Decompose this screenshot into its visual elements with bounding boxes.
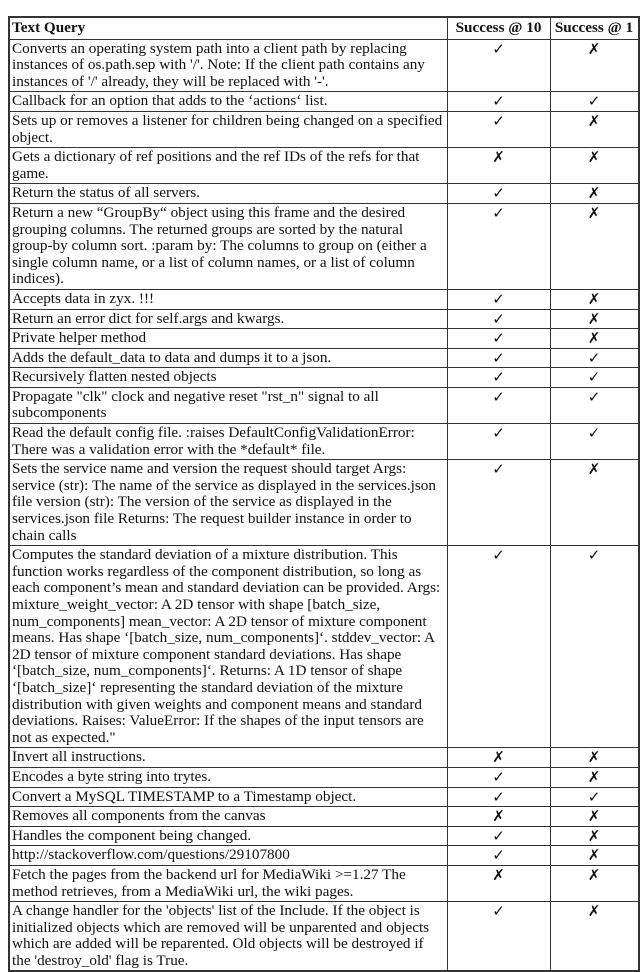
success-at-10-mark: ✓: [448, 203, 551, 289]
success-at-1-mark: ✗: [551, 460, 640, 546]
table-row: [9, 289, 639, 309]
success-at-1-mark: ✗: [551, 767, 640, 787]
success-at-1-mark: ✗: [551, 329, 640, 349]
query-cell: Converts an operating system path into a client path by replacing instances of os.path.sep with '/'. Note: If the client path contains any instances of '/' already, they will be replaced with '-'.: [9, 39, 448, 92]
query-cell: Computes the standard deviation of a mixture distribution. This function works regardless of the component distribution, so long as each component’s mean and standard deviation can be provided. Args: mixture_weight_vector: A 2D tensor with shape [batch_size, num_components] mean_vector: A 2D tensor of mixture component means. Has shape ‘[batch_size, num_components]‘. stddev_vector: A 2D tensor of mixture component standard deviations. Has shape ‘[batch_size, num_components]‘. Returns: A 1D tensor of shape ‘[batch_size]‘ representing the standard deviation of the mixture distribution with given weights and component means and standard deviations. Raises: ValueError: If the shapes of the input tensors are not as expected.": [9, 546, 448, 748]
table-row: [9, 329, 639, 349]
success-at-10-mark: ✓: [448, 767, 551, 787]
success-at-1-mark: ✗: [551, 184, 640, 204]
success-at-1-mark: ✗: [551, 148, 640, 184]
success-at-10-mark: ✓: [448, 329, 551, 349]
query-cell: Return an error dict for self.args and kwargs.: [9, 309, 448, 329]
query-cell: Accepts data in zyx. !!!: [9, 289, 448, 309]
table-row: [9, 826, 639, 846]
table-row: [9, 184, 639, 204]
header-success-at-1: Success @ 1: [551, 17, 640, 39]
table-row: [9, 39, 639, 92]
query-cell: Convert a MySQL TIMESTAMP to a Timestamp object.: [9, 787, 448, 807]
success-at-10-mark: ✓: [448, 424, 551, 460]
success-at-1-mark: ✓: [551, 368, 640, 388]
query-cell: Sets up or removes a listener for children being changed on a specified object.: [9, 111, 448, 147]
success-at-1-mark: ✗: [551, 309, 640, 329]
success-at-10-mark: ✗: [448, 807, 551, 827]
success-at-1-mark: ✓: [551, 348, 640, 368]
table-row: [9, 348, 639, 368]
success-at-1-mark: ✗: [551, 111, 640, 147]
table-row: [9, 748, 639, 768]
query-cell: Return a new “GroupBy“ object using this frame and the desired grouping columns. The returned groups are sorted by the natural group-by column sort. :param by: The columns to group on (either a single column name, or a list of column names, or a list of column indices).: [9, 203, 448, 289]
success-at-10-mark: ✓: [448, 348, 551, 368]
success-at-1-mark: ✗: [551, 203, 640, 289]
table-row: [9, 846, 639, 866]
query-cell: Return the status of all servers.: [9, 184, 448, 204]
table-row: [9, 902, 639, 972]
table-row: [9, 111, 639, 147]
query-cell: Invert all instructions.: [9, 748, 448, 768]
query-cell: Fetch the pages from the backend url for MediaWiki >=1.27 The method retrieves, from a MediaWiki url, the wiki pages.: [9, 865, 448, 901]
table-row: [9, 148, 639, 184]
success-at-10-mark: ✗: [448, 148, 551, 184]
query-cell: http://stackoverflow.com/questions/29107800: [9, 846, 448, 866]
success-at-10-mark: ✓: [448, 289, 551, 309]
success-at-10-mark: ✓: [448, 387, 551, 423]
query-cell: Adds the default_data to data and dumps it to a json.: [9, 348, 448, 368]
query-cell: A change handler for the 'objects' list of the Include. If the object is initialized objects which are removed will be unparented and objects which are added will be reparented. Old objects will be destroyed if the 'destroy_old' flag is True.: [9, 902, 448, 972]
query-cell: Removes all components from the canvas: [9, 807, 448, 827]
query-cell: Callback for an option that adds to the ‘actions‘ list.: [9, 92, 448, 112]
table-row: [9, 807, 639, 827]
success-at-10-mark: ✓: [448, 826, 551, 846]
success-at-10-mark: ✓: [448, 546, 551, 748]
table-row: [9, 424, 639, 460]
success-at-1-mark: ✗: [551, 39, 640, 92]
table-row: [9, 460, 639, 546]
success-at-1-mark: ✗: [551, 865, 640, 901]
success-at-10-mark: ✓: [448, 787, 551, 807]
table-row: [9, 92, 639, 112]
success-at-10-mark: ✓: [448, 309, 551, 329]
table-row: [9, 767, 639, 787]
success-at-1-mark: ✓: [551, 387, 640, 423]
table-header-row: [9, 17, 639, 39]
query-cell: Private helper method: [9, 329, 448, 349]
table-row: [9, 368, 639, 388]
success-at-10-mark: ✓: [448, 111, 551, 147]
query-cell: Gets a dictionary of ref positions and the ref IDs of the refs for that game.: [9, 148, 448, 184]
success-at-10-mark: ✓: [448, 92, 551, 112]
success-at-10-mark: ✓: [448, 846, 551, 866]
success-at-10-mark: ✗: [448, 865, 551, 901]
success-at-10-mark: ✓: [448, 902, 551, 972]
success-at-10-mark: ✗: [448, 748, 551, 768]
table-row: [9, 546, 639, 748]
success-at-1-mark: ✗: [551, 289, 640, 309]
header-text-query: Text Query: [9, 17, 448, 39]
table-row: [9, 309, 639, 329]
success-at-10-mark: ✓: [448, 368, 551, 388]
table-row: [9, 387, 639, 423]
query-cell: Read the default config file. :raises DefaultConfigValidationError: There was a validation error with the *default* file.: [9, 424, 448, 460]
success-at-10-mark: ✓: [448, 460, 551, 546]
success-at-1-mark: ✗: [551, 807, 640, 827]
table-row: [9, 203, 639, 289]
success-at-1-mark: ✗: [551, 846, 640, 866]
table-row: [9, 865, 639, 901]
success-at-1-mark: ✗: [551, 826, 640, 846]
success-at-1-mark: ✓: [551, 92, 640, 112]
table-row: [9, 787, 639, 807]
header-success-at-10: Success @ 10: [448, 17, 551, 39]
query-cell: Recursively flatten nested objects: [9, 368, 448, 388]
results-table: [8, 16, 640, 972]
success-at-1-mark: ✗: [551, 748, 640, 768]
success-at-1-mark: ✗: [551, 902, 640, 972]
query-cell: Propagate "clk" clock and negative reset "rst_n" signal to all subcomponents: [9, 387, 448, 423]
query-cell: Sets the service name and version the request should target Args: service (str): The name of the service as displayed in the services.json file version (str): The version of the service as displayed in the services.json file Returns: The request builder instance in order to chain calls: [9, 460, 448, 546]
success-at-1-mark: ✓: [551, 546, 640, 748]
query-cell: Handles the component being changed.: [9, 826, 448, 846]
success-at-10-mark: ✓: [448, 184, 551, 204]
query-cell: Encodes a byte string into trytes.: [9, 767, 448, 787]
success-at-1-mark: ✓: [551, 424, 640, 460]
table-body: [9, 39, 639, 971]
success-at-1-mark: ✓: [551, 787, 640, 807]
success-at-10-mark: ✓: [448, 39, 551, 92]
